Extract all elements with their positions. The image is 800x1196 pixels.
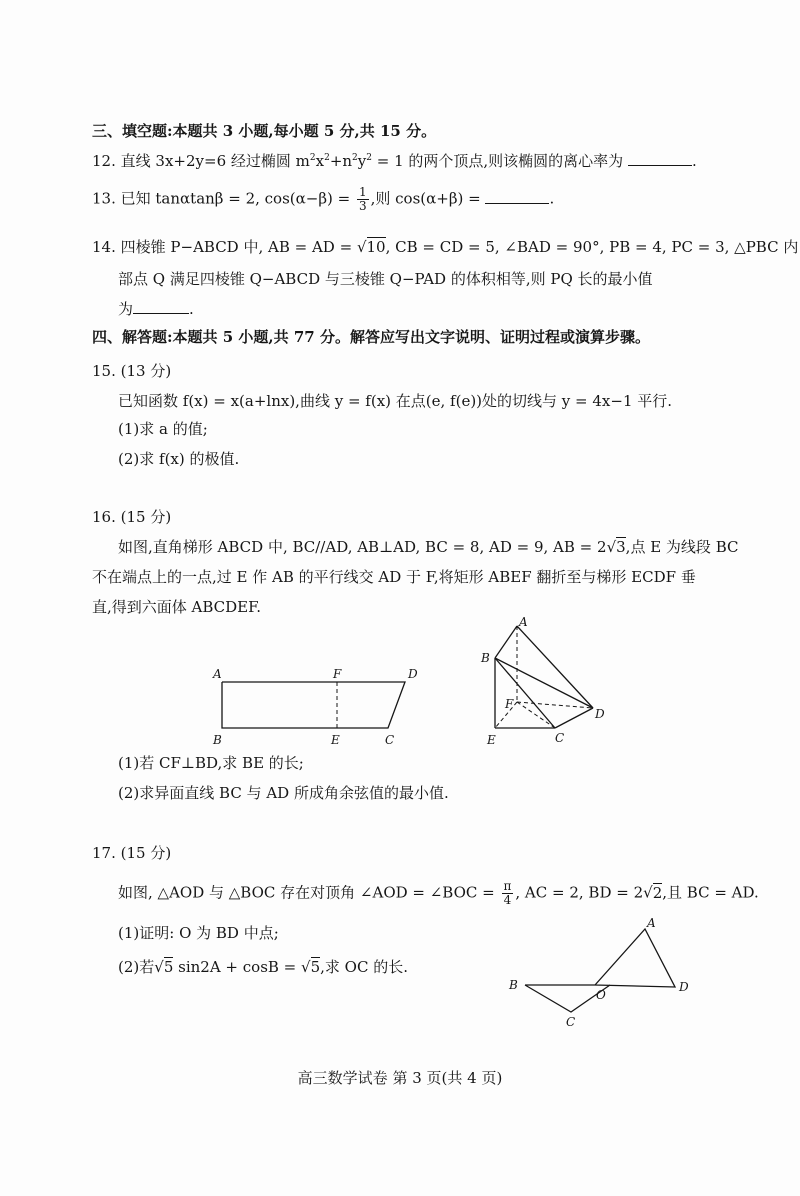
fig1-label-F: F bbox=[333, 667, 342, 681]
question-13: 13. 已知 tanαtanβ = 2, cos(α−β) = $\frac{1}{3}$ ,则 cos(α+β) = . bbox=[92, 185, 555, 213]
fig1-label-D: D bbox=[408, 667, 418, 681]
q16-number: 16. (15 分) bbox=[92, 508, 172, 526]
q13-text-a: 已知 tanαtanβ = 2, cos(α−β) = bbox=[120, 189, 355, 208]
fig3-label-B: B bbox=[509, 978, 518, 992]
q17-part1: (1)证明: O 为 BD 中点; bbox=[118, 924, 279, 942]
fig3-label-A: A bbox=[647, 916, 656, 930]
q17-triangle-figure bbox=[505, 915, 705, 1030]
q17-fraction: $\frac{\pi}{4}$ bbox=[503, 879, 512, 907]
q16-trapezoid-figure bbox=[205, 660, 425, 750]
q12-text-a: 直线 3x+2y=6 经过椭圆 m bbox=[120, 152, 310, 170]
q12-text-e: = 1 的两个顶点,则该椭圆的离心率为 bbox=[372, 152, 624, 170]
q15-part1: (1)求 a 的值; bbox=[118, 420, 208, 438]
q16-part1: (1)若 CF⊥BD,求 BE 的长; bbox=[118, 754, 304, 772]
q15-number: 15. (13 分) bbox=[92, 362, 172, 380]
fig2-label-C: C bbox=[555, 731, 565, 745]
q13-text-b: ,则 cos(α+β) = bbox=[370, 189, 486, 208]
question-12: 12. 直线 3x+2y=6 经过椭圆 $m^2x^2+n^2y^2 = 1$ 的两个顶点,则该椭圆的离心率为 . bbox=[92, 152, 697, 170]
q12-answer-blank[interactable] bbox=[628, 151, 692, 166]
q15-part2: (2)求 f(x) 的极值. bbox=[118, 450, 240, 468]
q16-line2: 不在端点上的一点,过 E 作 AB 的平行线交 AD 于 F,将矩形 ABEF 翻折至与梯形 ECDF 垂 bbox=[92, 568, 696, 586]
q15-stem: 已知函数 f(x) = x(a+lnx),曲线 y = f(x) 在点(e, f(e))处的切线与 y = 4x−1 平行. bbox=[118, 392, 673, 410]
question-14-line2: 部点 Q 满足四棱锥 Q−ABCD 与三棱锥 Q−PAD 的体积相等,则 PQ 长的最小值 bbox=[118, 270, 653, 288]
q14-number: 14. bbox=[92, 238, 116, 256]
fig3-label-O: O bbox=[596, 988, 606, 1002]
q16-line3: 直,得到六面体 ABCDEF. bbox=[92, 598, 261, 616]
fig1-label-A: A bbox=[213, 667, 222, 681]
fig2-label-F: F bbox=[505, 697, 514, 711]
q14-answer-blank[interactable] bbox=[133, 299, 189, 314]
q17-stem: 如图, △AOD 与 △BOC 存在对顶角 ∠AOD = ∠BOC = $\frac{\pi}{4}$ , AC = 2, BD = 2√2,且 BC = AD. bbox=[118, 879, 759, 907]
q13-number: 13. bbox=[92, 189, 116, 208]
fig2-label-D: D bbox=[595, 707, 605, 721]
section3-heading: 三、填空题:本题共 3 小题,每小题 5 分,共 15 分。 bbox=[92, 122, 437, 140]
question-14-line1: 14. 四棱锥 P−ABCD 中, AB = AD = √10, CB = CD = 5, ∠BAD = 90°, PB = 4, PC = 3, △PBC 内 bbox=[92, 238, 799, 256]
fig2-label-A: A bbox=[519, 616, 528, 629]
q13-answer-blank[interactable] bbox=[485, 189, 549, 204]
section4-heading: 四、解答题:本题共 5 小题,共 77 分。解答应写出文字说明、证明过程或演算步骤。 bbox=[92, 328, 650, 346]
fig2-label-E: E bbox=[487, 733, 496, 747]
q17-part2: (2)若√5 sin2A + cosB = √5,求 OC 的长. bbox=[118, 958, 408, 976]
q16-solid-figure bbox=[475, 616, 615, 748]
page-footer: 高三数学试卷 第 3 页(共 4 页) bbox=[297, 1069, 503, 1087]
fig1-label-C: C bbox=[385, 733, 395, 747]
q13-fraction: $\frac{1}{3}$ bbox=[358, 185, 367, 213]
fig3-label-D: D bbox=[679, 980, 689, 994]
q16-line1: 如图,直角梯形 ABCD 中, BC//AD, AB⊥AD, BC = 8, AD = 9, AB = 2√3,点 E 为线段 BC bbox=[118, 538, 739, 556]
q12-number: 12. bbox=[92, 152, 116, 170]
question-14-line3: 为 . bbox=[118, 300, 194, 318]
q17-number: 17. (15 分) bbox=[92, 844, 172, 862]
fig1-label-E: E bbox=[331, 733, 340, 747]
fig2-label-B: B bbox=[481, 651, 490, 665]
fig1-label-B: B bbox=[213, 733, 222, 747]
fig3-label-C: C bbox=[566, 1015, 576, 1029]
q16-part2: (2)求异面直线 BC 与 AD 所成角余弦值的最小值. bbox=[118, 784, 449, 802]
